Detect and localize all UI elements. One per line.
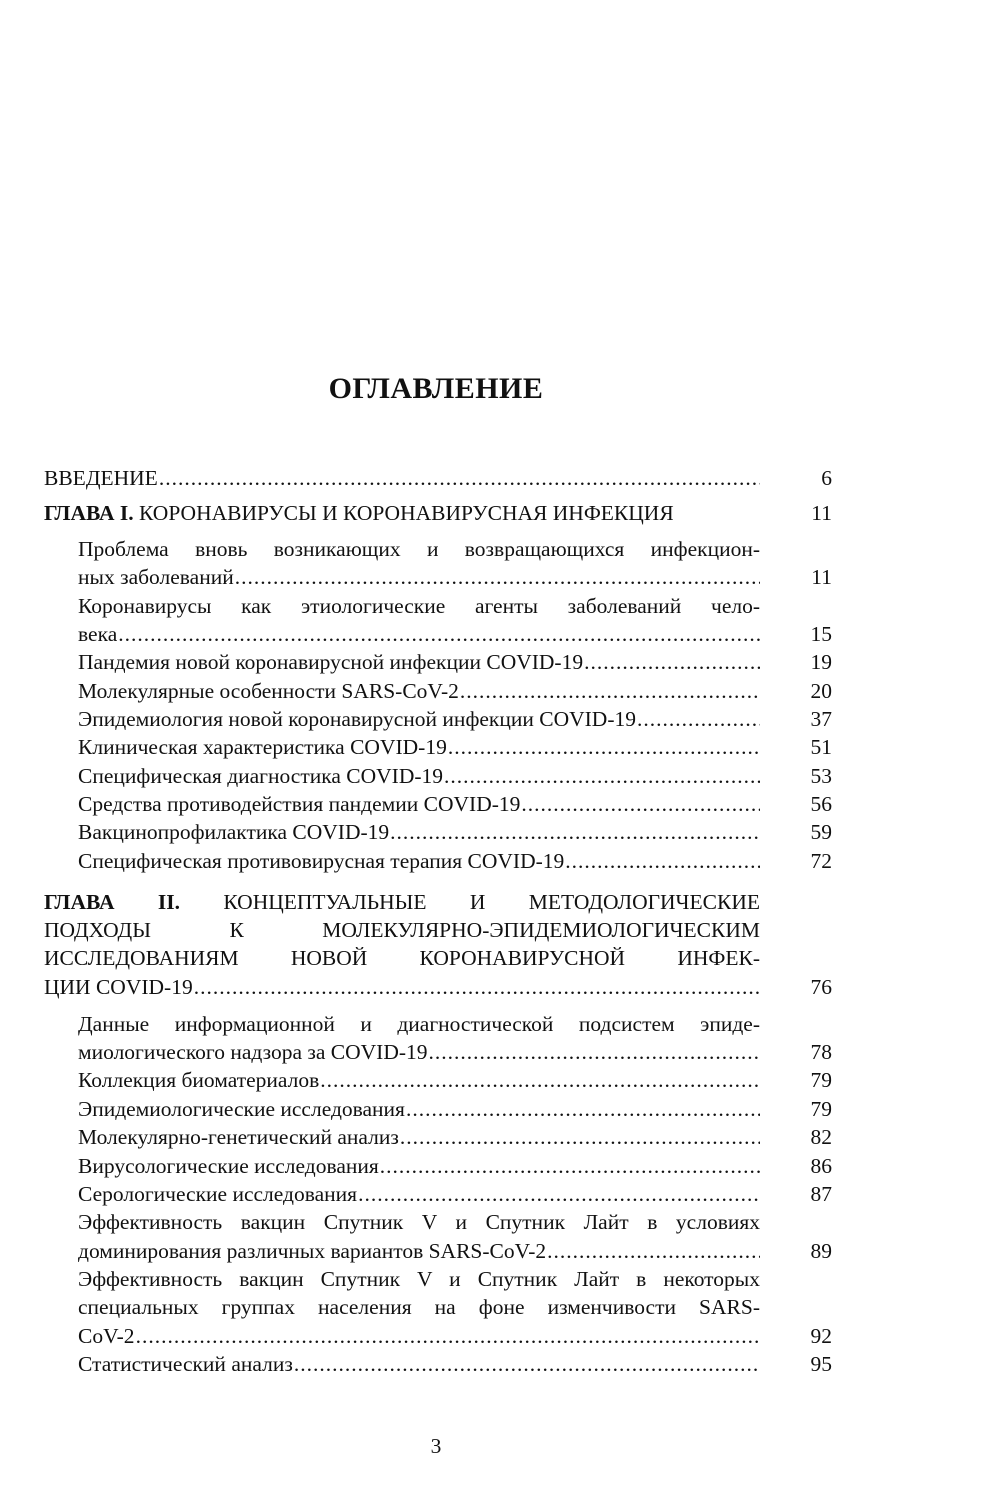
- toc-entry-text: века: [78, 622, 118, 646]
- dot-leader: [460, 677, 760, 705]
- toc-page-number: 92: [810, 1324, 832, 1348]
- toc-entry[interactable]: [78, 733, 760, 761]
- toc-page-number: 89: [810, 1239, 832, 1263]
- toc-entry[interactable]: [78, 1237, 760, 1265]
- toc-entry[interactable]: [78, 1123, 760, 1151]
- dot-leader: [444, 762, 760, 790]
- dot-leader: [637, 705, 760, 733]
- toc-page-number: 11: [811, 565, 832, 589]
- toc-entry[interactable]: [78, 677, 760, 705]
- toc-page-number: 82: [810, 1125, 832, 1149]
- page-number-footer: 3: [430, 1434, 442, 1458]
- page-title: ОГЛАВЛЕНИЕ: [328, 372, 544, 405]
- toc-page-number: 11: [811, 501, 832, 525]
- dot-leader: [320, 1066, 760, 1094]
- toc-entry[interactable]: [78, 705, 760, 733]
- toc-entry-text: Молекулярные особенности SARS-CoV-2: [78, 679, 459, 703]
- toc-page-number: 76: [810, 975, 832, 999]
- toc-page-number: 53: [810, 764, 832, 788]
- chapter-title: ИССЛЕДОВАНИЯМ НОВОЙ КОРОНАВИРУСНОЙ ИНФЕК-: [44, 946, 760, 970]
- toc-entry-text: Эффективность вакцин Спутник V и Спутник Лайт в некоторых: [78, 1267, 760, 1291]
- chapter-title: ЦИИ COVID-19: [44, 975, 193, 999]
- dot-leader: [390, 818, 760, 846]
- toc-entry-text: Вакцинопрофилактика COVID-19: [78, 820, 390, 844]
- toc-page-number: 86: [810, 1154, 832, 1178]
- dot-leader: [136, 1322, 760, 1350]
- dot-leader: [565, 847, 760, 875]
- dot-leader: [547, 1237, 760, 1265]
- dot-leader: [358, 1180, 760, 1208]
- toc-entry[interactable]: [78, 648, 760, 676]
- dot-leader: [521, 790, 760, 818]
- dot-leader: [429, 1038, 760, 1066]
- dot-leader: [400, 1123, 760, 1151]
- toc-page-number: 72: [810, 849, 832, 873]
- toc-page-number: 79: [810, 1068, 832, 1092]
- dot-leader: [235, 563, 760, 591]
- toc-entry-text: Эффективность вакцин Спутник V и Спутник Лайт в условиях: [78, 1210, 760, 1234]
- toc-entry-text: ВВЕДЕНИЕ: [44, 466, 158, 490]
- dot-leader: [584, 648, 760, 676]
- toc-entry[interactable]: [78, 1180, 760, 1208]
- toc-page-number: 37: [810, 707, 832, 731]
- toc-entry-text: CoV-2: [78, 1324, 135, 1348]
- toc-chapter-1[interactable]: [44, 499, 760, 527]
- toc-entry-text: Серологические исследования: [78, 1182, 358, 1206]
- dot-leader: [406, 1095, 760, 1123]
- toc-entry-text: миологического надзора за COVID-19: [78, 1040, 428, 1064]
- chapter-title: КОНЦЕПТУАЛЬНЫЕ И МЕТОДОЛОГИЧЕСКИЕ: [179, 890, 760, 914]
- toc-entry-text: Данные информационной и диагностической подсистем эпиде-: [78, 1012, 760, 1036]
- chapter-label: ГЛАВА I.: [44, 501, 134, 525]
- dot-leader: [159, 464, 760, 492]
- toc-entry-text: Проблема вновь возникающих и возвращающихся инфекцион-: [78, 537, 760, 561]
- toc-entry[interactable]: [78, 620, 760, 648]
- toc-entry-text: специальных группах населения на фоне изменчивости SARS-: [78, 1295, 760, 1319]
- chapter-label: ГЛАВА II.: [44, 890, 180, 914]
- toc-page-number: 79: [810, 1097, 832, 1121]
- toc-entry[interactable]: [78, 790, 760, 818]
- dot-leader: [294, 1350, 760, 1378]
- toc-page-number: 78: [810, 1040, 832, 1064]
- toc-chapter-2-line-1[interactable]: [44, 888, 760, 916]
- toc-entry-intro[interactable]: [44, 464, 760, 492]
- toc-entry-text: Вирусологические исследования: [78, 1154, 379, 1178]
- toc-entry-text: Специфическая противовирусная терапия COVID-19: [78, 849, 565, 873]
- toc-page-number: 51: [810, 735, 832, 759]
- toc-entry-text: доминирования различных вариантов SARS-CoV-2: [78, 1239, 547, 1263]
- toc-chapter-2[interactable]: [44, 973, 760, 1001]
- toc-page-number: 59: [810, 820, 832, 844]
- toc-page-number: 19: [810, 650, 832, 674]
- dot-leader: [448, 733, 760, 761]
- chapter-title: ПОДХОДЫ К МОЛЕКУЛЯРНО-ЭПИДЕМИОЛОГИЧЕСКИМ: [44, 918, 760, 942]
- toc-page-number: 87: [810, 1182, 832, 1206]
- chapter-title: КОРОНАВИРУСЫ И КОРОНАВИРУСНАЯ ИНФЕКЦИЯ: [133, 501, 674, 525]
- toc-entry-text: Статистический анализ: [78, 1352, 293, 1376]
- toc-entry-text: Молекулярно-генетический анализ: [78, 1125, 399, 1149]
- toc-entry[interactable]: [78, 1322, 760, 1350]
- toc-page-number: 95: [810, 1352, 832, 1376]
- toc-entry[interactable]: [78, 563, 760, 591]
- toc-entry-text: Специфическая диагностика COVID-19: [78, 764, 444, 788]
- toc-entry-text: Эпидемиология новой коронавирусной инфекции COVID-19: [78, 707, 636, 731]
- toc-entry[interactable]: [78, 1152, 760, 1180]
- dot-leader: [194, 973, 760, 1001]
- toc-entry[interactable]: [78, 847, 760, 875]
- toc-entry[interactable]: [78, 1095, 760, 1123]
- toc-entry-text: Коллекция биоматериалов: [78, 1068, 320, 1092]
- dot-leader: [380, 1152, 760, 1180]
- toc-entry[interactable]: [78, 1038, 760, 1066]
- dot-leader: [118, 620, 760, 648]
- toc-page-number: 6: [821, 466, 832, 490]
- toc-page-number: 15: [810, 622, 832, 646]
- toc-entry-text: Средства противодействия пандемии COVID-19: [78, 792, 521, 816]
- toc-entry-text: ных заболеваний: [78, 565, 234, 589]
- toc-entry-text: Клиническая характеристика COVID-19: [78, 735, 447, 759]
- toc-entry[interactable]: [78, 818, 760, 846]
- toc-entry[interactable]: [78, 1066, 760, 1094]
- toc-page-number: 56: [810, 792, 832, 816]
- toc-page-number: 20: [810, 679, 832, 703]
- toc-entry[interactable]: [78, 762, 760, 790]
- toc-entry-text: Пандемия новой коронавирусной инфекции COVID-19: [78, 650, 584, 674]
- toc-entry[interactable]: [78, 1350, 760, 1378]
- toc-entry-text: Коронавирусы как этиологические агенты заболеваний чело-: [78, 594, 760, 618]
- toc-entry-text: Эпидемиологические исследования: [78, 1097, 405, 1121]
